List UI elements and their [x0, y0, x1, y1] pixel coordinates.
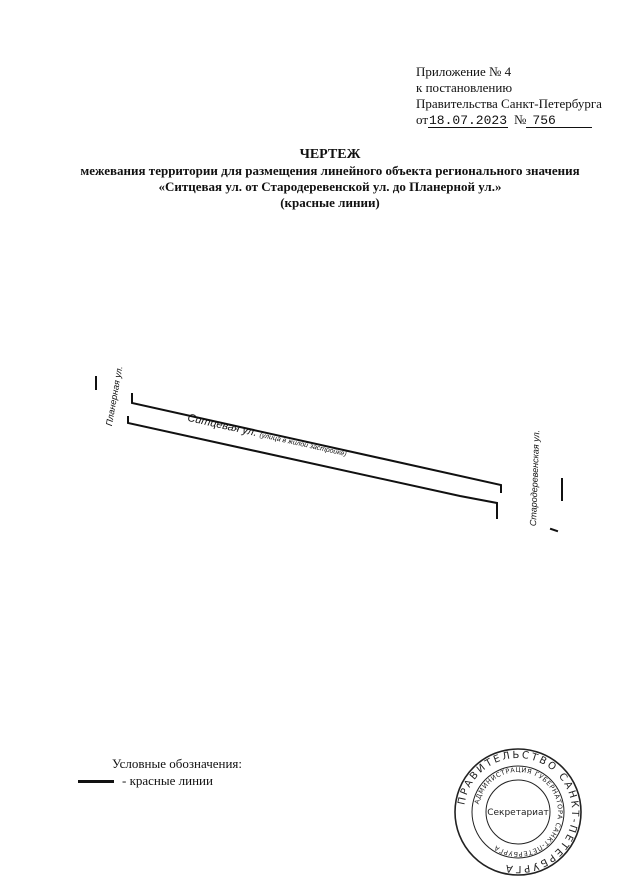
appendix-line2: к постановлению: [416, 80, 513, 95]
street-label-planernaya: Планерная ул.: [104, 365, 125, 427]
decree-date: 18.07.2023: [429, 113, 508, 128]
date-prefix: от: [416, 112, 429, 127]
number-prefix: №: [514, 112, 527, 127]
legend-item: [78, 773, 213, 789]
legend-red-line-sample: [78, 780, 114, 783]
street-name-main: Ситцевая ул.: [186, 412, 259, 440]
seal-outer-text: ПРАВИТЕЛЬСТВО САНКТ-ПЕТЕРБУРГА: [456, 749, 581, 875]
legend-title: Условные обозначения:: [112, 756, 243, 771]
street-note: (улица в жилой застройке): [258, 431, 348, 459]
red-line-right-tick: [551, 529, 557, 531]
seal-center-text: Секретариат: [487, 808, 549, 818]
legend-item-label: - красные линии: [122, 773, 213, 788]
decree-number: 756: [526, 114, 592, 128]
title-line1: межевания территории для размещения линейного объекта регионального значения: [80, 163, 580, 178]
title-line2: «Ситцевая ул. от Стародеревенской ул. до Планерной ул.»: [158, 179, 502, 194]
seal-stamp: [453, 747, 583, 877]
red-line-lower: [128, 417, 497, 518]
appendix-line1: Приложение № 4: [416, 64, 512, 79]
appendix-line3: Правительства Санкт-Петербурга: [416, 96, 602, 111]
seal-inner-text: АДМИНИСТРАЦИЯ ГУБЕРНАТОРА САНКТ-ПЕТЕРБУРГА: [472, 765, 565, 859]
title-main: ЧЕРТЕЖ: [299, 147, 361, 162]
street-label-starodereven: Стародеревенская ул.: [528, 429, 542, 527]
title-line3: (красные линии): [280, 195, 380, 210]
